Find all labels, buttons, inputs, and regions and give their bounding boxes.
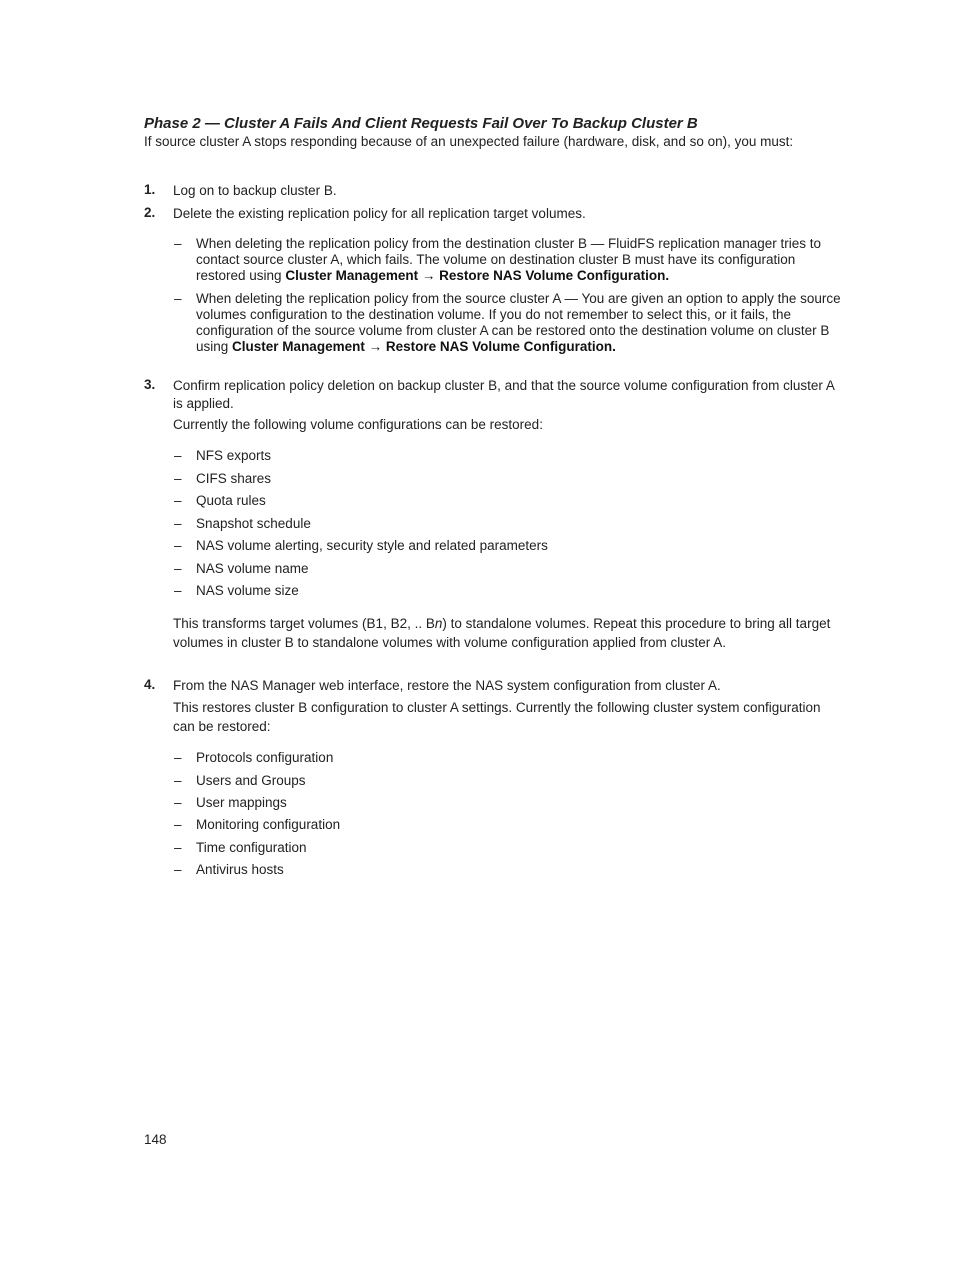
intro-paragraph: If source cluster A stops responding because of an unexpected failure (hardware, disk, and so on), you must: <box>144 134 794 149</box>
step-3-lead: Currently the following volume configurations can be restored: <box>173 417 543 432</box>
step-text: Confirm replication policy deletion on backup cluster B, and that the source volume configuration from cluster A is applied. <box>173 378 835 411</box>
step-number: 2. <box>144 205 156 220</box>
note-text: When deleting the replication policy from the destination cluster B — FluidFS replication manager tries to contact source cluster A, which fails. The volume on destination cluster B must have its configuration restored using Cluster Management → Restore NAS Volume Configuration. <box>196 236 822 283</box>
page-number: 148 <box>144 1132 167 1147</box>
list-item-text: Snapshot schedule <box>196 516 311 531</box>
section-heading: Phase 2 — Cluster A Fails And Client Requests Fail Over To Backup Cluster B <box>144 115 698 132</box>
list-item-text: Users and Groups <box>196 773 306 788</box>
note-text: When deleting the replication policy from the source cluster A — You are given an option to apply the source volumes configuration to the destination volume. If you do not remember to select this, or it fails, the configuration of the source volume from cluster A can be restored onto the destination volume on cluster B using Cluster Management → Restore NAS Volume Configuration. <box>196 291 841 354</box>
dash-bullet: – <box>174 773 182 788</box>
dash-bullet: – <box>174 583 182 598</box>
dash-bullet: – <box>174 538 182 553</box>
list-item-text: Quota rules <box>196 493 266 508</box>
dash-bullet: – <box>174 471 182 486</box>
list-item-text: Time configuration <box>196 840 307 855</box>
step-3-tail: This transforms target volumes (B1, B2, .. Bn) to standalone volumes. Repeat this procedure to bring all target volumes in cluster B to standalone volumes with volume configuration applied from cluster A. <box>173 616 831 650</box>
dash-bullet: – <box>174 862 182 877</box>
menu-path: Cluster Management → Restore NAS Volume Configuration. <box>232 339 616 354</box>
dash-bullet: – <box>174 750 182 765</box>
step-number: 3. <box>144 377 156 392</box>
list-item-text: NFS exports <box>196 448 272 463</box>
dash-bullet: – <box>174 840 182 855</box>
dash-bullet: – <box>174 448 182 463</box>
list-item-text: NAS volume size <box>196 583 299 598</box>
dash-bullet: – <box>174 291 182 306</box>
list-item-text: Antivirus hosts <box>196 862 284 877</box>
dash-bullet: – <box>174 493 182 508</box>
step-text: Log on to backup cluster B. <box>173 183 337 198</box>
list-item-text: Protocols configuration <box>196 750 334 765</box>
list-item-text: User mappings <box>196 795 287 810</box>
step-text: Delete the existing replication policy for all replication target volumes. <box>173 206 586 221</box>
step-number: 1. <box>144 182 156 197</box>
list-item-text: NAS volume name <box>196 561 309 576</box>
step-4-lead: This restores cluster B configuration to cluster A settings. Currently the following cluster system configuration can be restored: <box>173 700 821 734</box>
dash-bullet: – <box>174 516 182 531</box>
step-text: From the NAS Manager web interface, restore the NAS system configuration from cluster A. <box>173 678 721 693</box>
list-item-text: Monitoring configuration <box>196 817 341 832</box>
list-item-text: NAS volume alerting, security style and related parameters <box>196 538 548 553</box>
dash-bullet: – <box>174 795 182 810</box>
dash-bullet: – <box>174 817 182 832</box>
list-item-text: CIFS shares <box>196 471 272 486</box>
dash-bullet: – <box>174 561 182 576</box>
menu-path: Cluster Management → Restore NAS Volume Configuration. <box>285 268 670 283</box>
dash-bullet: – <box>174 236 182 251</box>
step-number: 4. <box>144 677 156 692</box>
